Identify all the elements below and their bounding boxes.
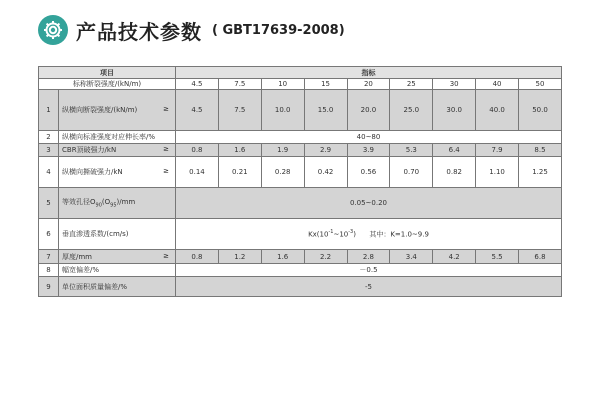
row-value: 1.25 <box>519 157 562 188</box>
row-label: 单位面积质量偏差/% <box>59 277 176 297</box>
row-merged-value: -5 <box>176 277 562 297</box>
row-value: 1.6 <box>218 144 261 157</box>
row-label: 厚度/mm ≥ <box>59 250 176 264</box>
row-value: 10.0 <box>261 90 304 131</box>
row-value: 50.0 <box>519 90 562 131</box>
row-label: CBR顶破强力/kN ≥ <box>59 144 176 157</box>
gear-icon <box>38 15 68 45</box>
row-number: 5 <box>39 188 59 219</box>
row-value: 5.5 <box>476 250 519 264</box>
row-value: 3.9 <box>347 144 390 157</box>
col-header-item: 项目 <box>39 67 176 79</box>
nominal-value: 25 <box>390 79 433 90</box>
row-value: 15.0 <box>304 90 347 131</box>
nominal-value: 4.5 <box>176 79 219 90</box>
nominal-value: 15 <box>304 79 347 90</box>
table-row <box>39 90 562 131</box>
nominal-row <box>39 79 562 90</box>
row-value: 0.21 <box>218 157 261 188</box>
row-value: 0.8 <box>176 144 219 157</box>
row-number: 3 <box>39 144 59 157</box>
row-merged-value: 40~80 <box>176 131 562 144</box>
row-value: 6.4 <box>433 144 476 157</box>
row-value: 0.14 <box>176 157 219 188</box>
row-value: 1.6 <box>261 250 304 264</box>
row-label: 幅宽偏差/% <box>59 264 176 277</box>
row-value: 7.9 <box>476 144 519 157</box>
nominal-label: 标称断裂强度/(kN/m) <box>39 79 176 90</box>
row-value: 1.10 <box>476 157 519 188</box>
page-title: 产品技术参数 <box>76 19 202 44</box>
row-number: 6 <box>39 219 59 250</box>
table-row <box>39 219 562 250</box>
table-row <box>39 144 562 157</box>
row-value: 4.2 <box>433 250 476 264</box>
spec-table <box>38 66 562 297</box>
nominal-value: 20 <box>347 79 390 90</box>
row-value: 2.8 <box>347 250 390 264</box>
row-value: 0.56 <box>347 157 390 188</box>
row-merged-value: －0.5 <box>176 264 562 277</box>
row-value: 1.9 <box>261 144 304 157</box>
row-value: 8.5 <box>519 144 562 157</box>
row-value: 1.2 <box>218 250 261 264</box>
row-value: 0.42 <box>304 157 347 188</box>
nominal-value: 50 <box>519 79 562 90</box>
nominal-value: 7.5 <box>218 79 261 90</box>
row-value: 6.8 <box>519 250 562 264</box>
nominal-value: 30 <box>433 79 476 90</box>
table-row <box>39 131 562 144</box>
row-value: 7.5 <box>218 90 261 131</box>
row-value: 0.70 <box>390 157 433 188</box>
row-value: 25.0 <box>390 90 433 131</box>
nominal-value: 10 <box>261 79 304 90</box>
row-label: 纵横向撕破强力/kN ≥ <box>59 157 176 188</box>
row-value: 0.82 <box>433 157 476 188</box>
standard-code: ( GBT17639-2008) <box>212 22 345 38</box>
row-number: 9 <box>39 277 59 297</box>
row-label: 垂直渗透系数/(cm/s) <box>59 219 176 250</box>
row-label: 纵横向标准强度对应伸长率/% <box>59 131 176 144</box>
page-header <box>38 10 345 50</box>
row-number: 7 <box>39 250 59 264</box>
row-number: 4 <box>39 157 59 188</box>
row-value: 40.0 <box>476 90 519 131</box>
row-value: 0.28 <box>261 157 304 188</box>
col-header-index: 指标 <box>176 67 562 79</box>
table-row <box>39 250 562 264</box>
row-value: 3.4 <box>390 250 433 264</box>
row-number: 2 <box>39 131 59 144</box>
row-value: 20.0 <box>347 90 390 131</box>
row-number: 1 <box>39 90 59 131</box>
row-merged-value: 0.05~0.20 <box>176 188 562 219</box>
table-row <box>39 188 562 219</box>
table-row <box>39 264 562 277</box>
row-value: 30.0 <box>433 90 476 131</box>
row-value: 4.5 <box>176 90 219 131</box>
table-header-row <box>39 67 562 79</box>
row-merged-value: $Kx(10^{-1}\sim 10^{-3})$ 其中：K=1.0~9.9 <box>176 219 562 250</box>
table-row <box>39 157 562 188</box>
table-row <box>39 277 562 297</box>
row-value: 5.3 <box>390 144 433 157</box>
row-number: 8 <box>39 264 59 277</box>
row-value: 0.8 <box>176 250 219 264</box>
row-value: 2.2 <box>304 250 347 264</box>
row-label: 纵横向断裂强度/(kN/m) ≥ <box>59 90 176 131</box>
nominal-value: 40 <box>476 79 519 90</box>
row-value: 2.9 <box>304 144 347 157</box>
row-label: 等效孔径$O_{90}(O_{95})/mm$ <box>59 188 176 219</box>
